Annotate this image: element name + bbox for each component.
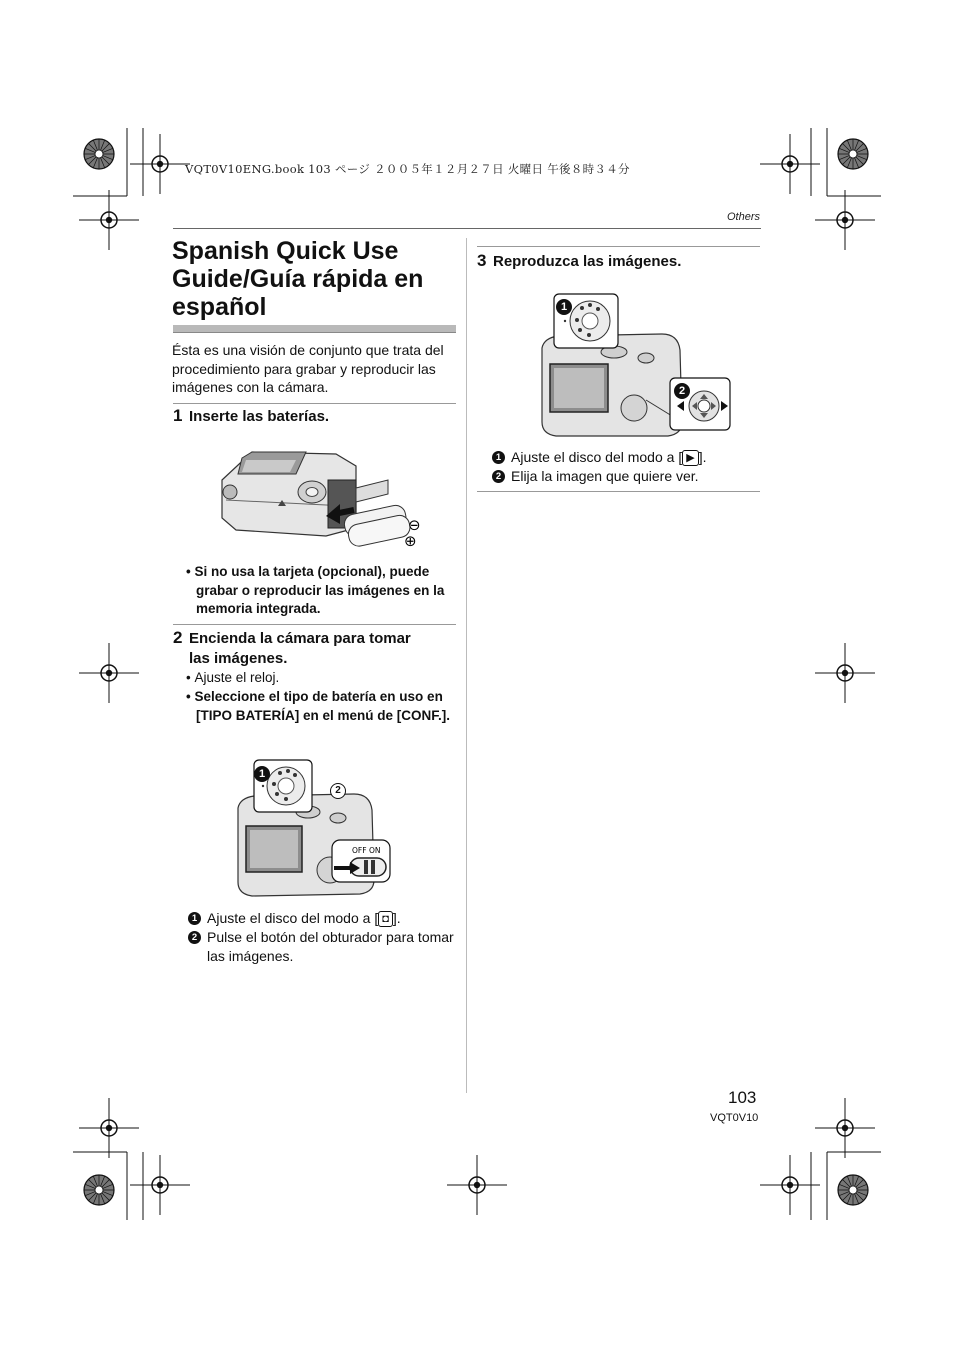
item-text: Pulse el botón del obturador para tomar las imágenes. xyxy=(207,929,454,964)
callout-1: 1 xyxy=(556,299,572,315)
step-3-item-1 xyxy=(492,448,760,467)
document-code: VQT0V10 xyxy=(710,1112,759,1124)
callout-2: 2 xyxy=(674,383,690,399)
section-label: Others xyxy=(726,211,760,223)
item-number-badge: 2 xyxy=(492,470,505,483)
battery-minus-sign: ⊖ xyxy=(408,516,421,534)
header-rule xyxy=(173,228,761,229)
bullet-text: Seleccione el tipo de batería en uso en [TIPO BATERÍA] en el menú de [CONF.]. xyxy=(194,689,451,723)
item-text: Ajuste el disco del modo a [ ▶ ]. xyxy=(511,449,707,465)
step-2-bullet-1: • Ajuste el reloj. xyxy=(186,670,280,685)
step-1-note: • Si no usa la tarjeta (opcional), puede grabar o reproducir las imágenes en la memoria integrada. xyxy=(186,564,445,616)
item-number-badge: 2 xyxy=(188,931,201,944)
step-3-heading xyxy=(477,251,681,272)
bullet-text: Ajuste el reloj. xyxy=(194,670,280,685)
step-title: Inserte las baterías. xyxy=(189,408,330,425)
switch-off-label: OFF xyxy=(352,846,367,855)
item-number-badge: 1 xyxy=(492,451,505,464)
page-title: Spanish Quick Use Guide/Guía rápida en español xyxy=(172,237,424,321)
item-number-badge: 1 xyxy=(188,912,201,925)
battery-plus-sign: ⊕ xyxy=(404,532,417,550)
callout-1: 1 xyxy=(254,766,270,782)
title-underline-bar xyxy=(173,325,456,333)
item-text: Elija la imagen que quiere ver. xyxy=(511,468,699,484)
step-2-item-1 xyxy=(188,909,458,928)
switch-on-label: ON xyxy=(369,846,381,855)
divider xyxy=(477,246,760,247)
step-2-bullet-2: • Seleccione el tipo de batería en uso en [TIPO BATERÍA] en el menú de [CONF.]. xyxy=(186,689,451,723)
divider xyxy=(173,403,456,404)
step-number: 2 xyxy=(173,628,183,647)
play-icon: ▶ xyxy=(682,450,698,466)
camera-icon: ◘ xyxy=(378,911,393,927)
intro-paragraph: Ésta es una visión de conjunto que trata del procedimiento para grabar y reproducir las imágenes con la cámara. xyxy=(172,342,444,395)
column-divider xyxy=(466,238,467,1093)
note-text: Si no usa la tarjeta (opcional), puede grabar o reproducir las imágenes en la memoria integrada. xyxy=(194,564,445,616)
step-title-line-2: las imágenes. xyxy=(189,650,288,667)
step-title-line-1: Encienda la cámara para tomar xyxy=(189,630,411,647)
divider xyxy=(173,624,456,625)
divider xyxy=(477,491,760,492)
step-title: Reproduzca las imágenes. xyxy=(493,253,682,270)
item-text: Ajuste el disco del modo a [ ◘ ]. xyxy=(207,910,401,926)
step-number: 1 xyxy=(173,406,183,425)
step-2-heading xyxy=(173,628,458,669)
step-3-item-2 xyxy=(492,467,760,486)
battery-insertion-illustration xyxy=(216,440,428,552)
step-number: 3 xyxy=(477,251,487,270)
step-1-heading xyxy=(173,406,329,427)
callout-2: 2 xyxy=(330,783,346,799)
print-header: VQT0V10ENG.book 103 ページ ２００５年１２月２７日 火曜日 午後８時３４分 xyxy=(185,162,630,176)
step-2-item-2 xyxy=(188,928,458,965)
page-number: 103 xyxy=(728,1088,757,1107)
